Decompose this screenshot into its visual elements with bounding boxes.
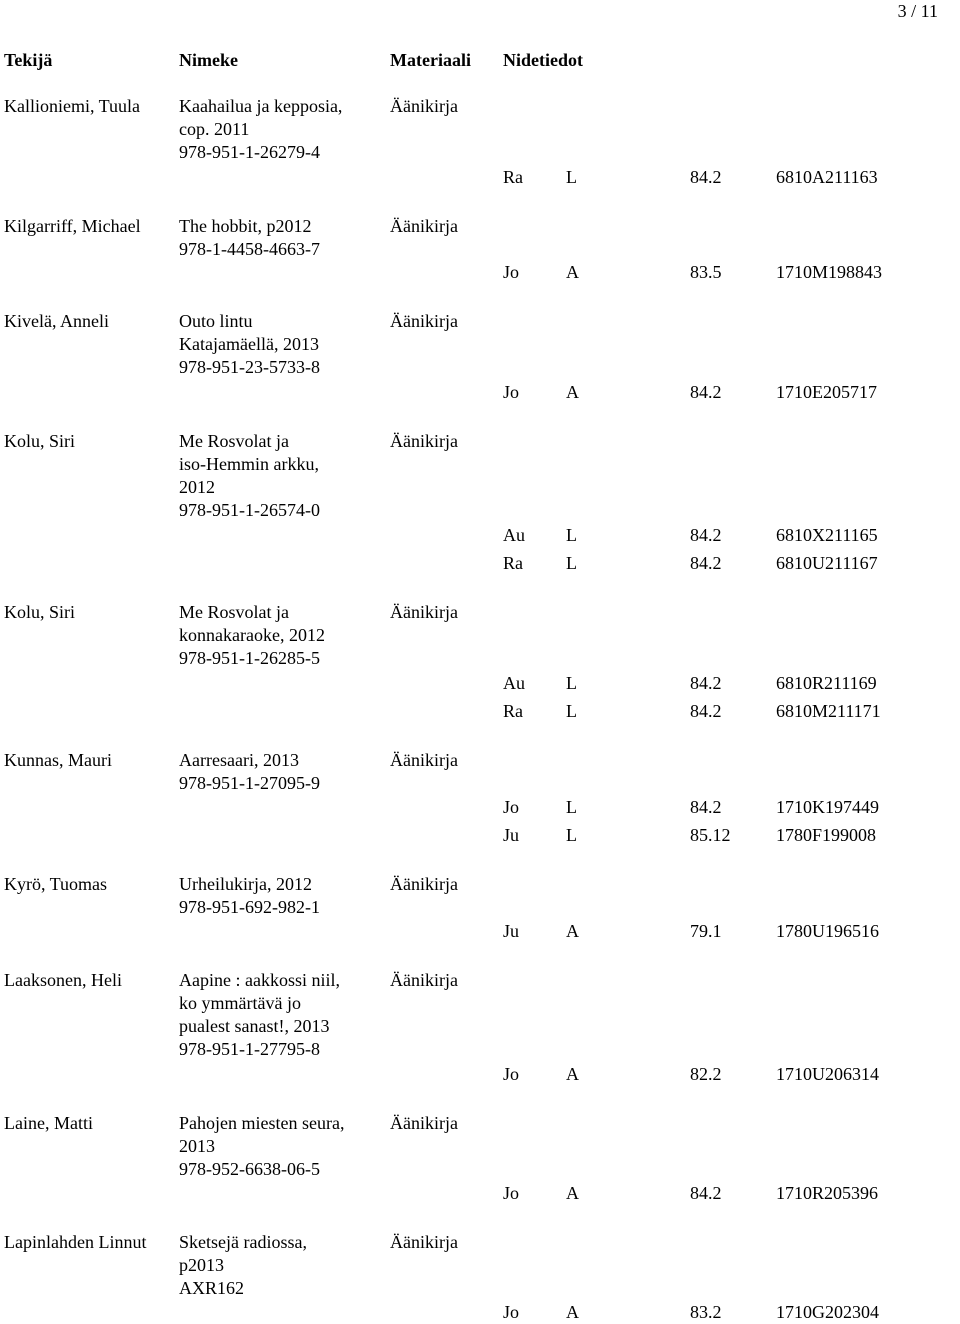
copy-location: Ra <box>503 167 523 187</box>
copy-barcode: 1710E205717 <box>776 382 877 402</box>
copy-barcode: 6810A211163 <box>776 167 878 187</box>
copy-barcode: 6810X211165 <box>776 525 878 545</box>
material-type: Äänikirja <box>390 1232 458 1252</box>
copy-loan-type: L <box>566 797 577 817</box>
copy-classification: 79.1 <box>690 921 722 941</box>
author-name: Kolu, Siri <box>4 431 76 451</box>
title-line: 978-951-1-26279-4 <box>179 142 320 162</box>
copy-classification: 82.2 <box>690 1064 722 1084</box>
copy-barcode: 1710K197449 <box>776 797 879 817</box>
copy-loan-type: L <box>566 673 577 693</box>
material-type: Äänikirja <box>390 970 458 990</box>
copy-barcode: 6810R211169 <box>776 673 877 693</box>
header-author: Tekijä <box>4 50 53 70</box>
copy-classification: 84.2 <box>690 1183 722 1203</box>
copy-barcode: 1710R205396 <box>776 1183 879 1203</box>
author-name: Laaksonen, Heli <box>4 970 122 990</box>
copy-classification: 84.2 <box>690 797 722 817</box>
copy-barcode: 1710U206314 <box>776 1064 879 1084</box>
copy-location: Jo <box>503 1064 520 1084</box>
copy-classification: 84.2 <box>690 701 722 721</box>
title-line: AXR162 <box>179 1278 245 1298</box>
title-line: iso-Hemmin arkku, <box>179 454 319 474</box>
copy-loan-type: L <box>566 167 577 187</box>
copy-location: Jo <box>503 1302 520 1322</box>
copy-location: Au <box>503 673 525 693</box>
title-line: 978-951-1-27795-8 <box>179 1039 320 1059</box>
material-type: Äänikirja <box>390 750 458 770</box>
copy-barcode: 1780F199008 <box>776 825 877 845</box>
copy-classification: 84.2 <box>690 673 722 693</box>
author-name: Laine, Matti <box>4 1113 93 1133</box>
copy-loan-type: A <box>566 262 579 282</box>
title-line: The hobbit, p2012 <box>179 216 312 236</box>
copy-classification: 83.5 <box>690 262 722 282</box>
title-line: p2013 <box>179 1255 224 1275</box>
title-line: Kaahailua ja kepposia, <box>179 96 343 116</box>
copy-barcode: 6810M211171 <box>776 701 881 721</box>
copy-loan-type: L <box>566 553 577 573</box>
title-line: konnakaraoke, 2012 <box>179 625 325 645</box>
copy-location: Jo <box>503 1183 520 1203</box>
title-line: Sketsejä radiossa, <box>179 1232 307 1252</box>
title-line: 978-951-692-982-1 <box>179 897 320 917</box>
copy-loan-type: A <box>566 1064 579 1084</box>
author-name: Kolu, Siri <box>4 602 76 622</box>
copy-loan-type: L <box>566 525 577 545</box>
copy-location: Jo <box>503 382 520 402</box>
title-line: Outo lintu <box>179 311 253 331</box>
title-line: 978-951-23-5733-8 <box>179 357 320 377</box>
title-line: Me Rosvolat ja <box>179 431 289 451</box>
material-type: Äänikirja <box>390 1113 458 1133</box>
copy-classification: 85.12 <box>690 825 731 845</box>
title-line: pualest sanast!, 2013 <box>179 1016 330 1036</box>
title-line: 2012 <box>179 477 215 497</box>
copy-location: Jo <box>503 262 520 282</box>
copy-location: Ju <box>503 825 520 845</box>
title-line: 978-1-4458-4663-7 <box>179 239 320 259</box>
copy-classification: 84.2 <box>690 167 722 187</box>
author-name: Kallioniemi, Tuula <box>4 96 141 116</box>
author-name: Kunnas, Mauri <box>4 750 112 770</box>
title-line: 978-952-6638-06-5 <box>179 1159 320 1179</box>
title-line: 2013 <box>179 1136 215 1156</box>
copy-location: Ra <box>503 553 523 573</box>
title-line: 978-951-1-27095-9 <box>179 773 320 793</box>
page-number: 3 / 11 <box>897 1 938 21</box>
material-type: Äänikirja <box>390 874 458 894</box>
copy-classification: 84.2 <box>690 382 722 402</box>
title-line: 978-951-1-26285-5 <box>179 648 320 668</box>
copy-location: Au <box>503 525 525 545</box>
copy-loan-type: A <box>566 382 579 402</box>
material-type: Äänikirja <box>390 96 458 116</box>
copy-classification: 84.2 <box>690 553 722 573</box>
header-title: Nimeke <box>179 50 238 70</box>
copy-loan-type: A <box>566 1302 579 1322</box>
copy-loan-type: L <box>566 825 577 845</box>
material-type: Äänikirja <box>390 431 458 451</box>
copy-loan-type: A <box>566 921 579 941</box>
material-type: Äänikirja <box>390 216 458 236</box>
copy-barcode: 1710G202304 <box>776 1302 879 1322</box>
material-type: Äänikirja <box>390 311 458 331</box>
title-line: Me Rosvolat ja <box>179 602 289 622</box>
title-line: Aapine : aakkossi niil, <box>179 970 340 990</box>
author-name: Lapinlahden Linnut <box>4 1232 147 1252</box>
copy-loan-type: A <box>566 1183 579 1203</box>
title-line: 978-951-1-26574-0 <box>179 500 320 520</box>
title-line: ko ymmärtävä jo <box>179 993 301 1013</box>
copy-classification: 84.2 <box>690 525 722 545</box>
title-line: Pahojen miesten seura, <box>179 1113 345 1133</box>
title-line: Aarresaari, 2013 <box>179 750 299 770</box>
copy-loan-type: L <box>566 701 577 721</box>
copy-barcode: 1710M198843 <box>776 262 883 282</box>
author-name: Kyrö, Tuomas <box>4 874 108 894</box>
title-line: Katajamäellä, 2013 <box>179 334 319 354</box>
copy-location: Ju <box>503 921 520 941</box>
material-type: Äänikirja <box>390 602 458 622</box>
author-name: Kivelä, Anneli <box>4 311 109 331</box>
copy-barcode: 1780U196516 <box>776 921 879 941</box>
copy-location: Jo <box>503 797 520 817</box>
header-material: Materiaali <box>390 50 471 70</box>
copy-classification: 83.2 <box>690 1302 722 1322</box>
title-line: Urheilukirja, 2012 <box>179 874 312 894</box>
copy-location: Ra <box>503 701 523 721</box>
header-holdings: Nidetiedot <box>503 50 583 70</box>
title-line: cop. 2011 <box>179 119 250 139</box>
copy-barcode: 6810U211167 <box>776 553 878 573</box>
author-name: Kilgarriff, Michael <box>4 216 141 236</box>
